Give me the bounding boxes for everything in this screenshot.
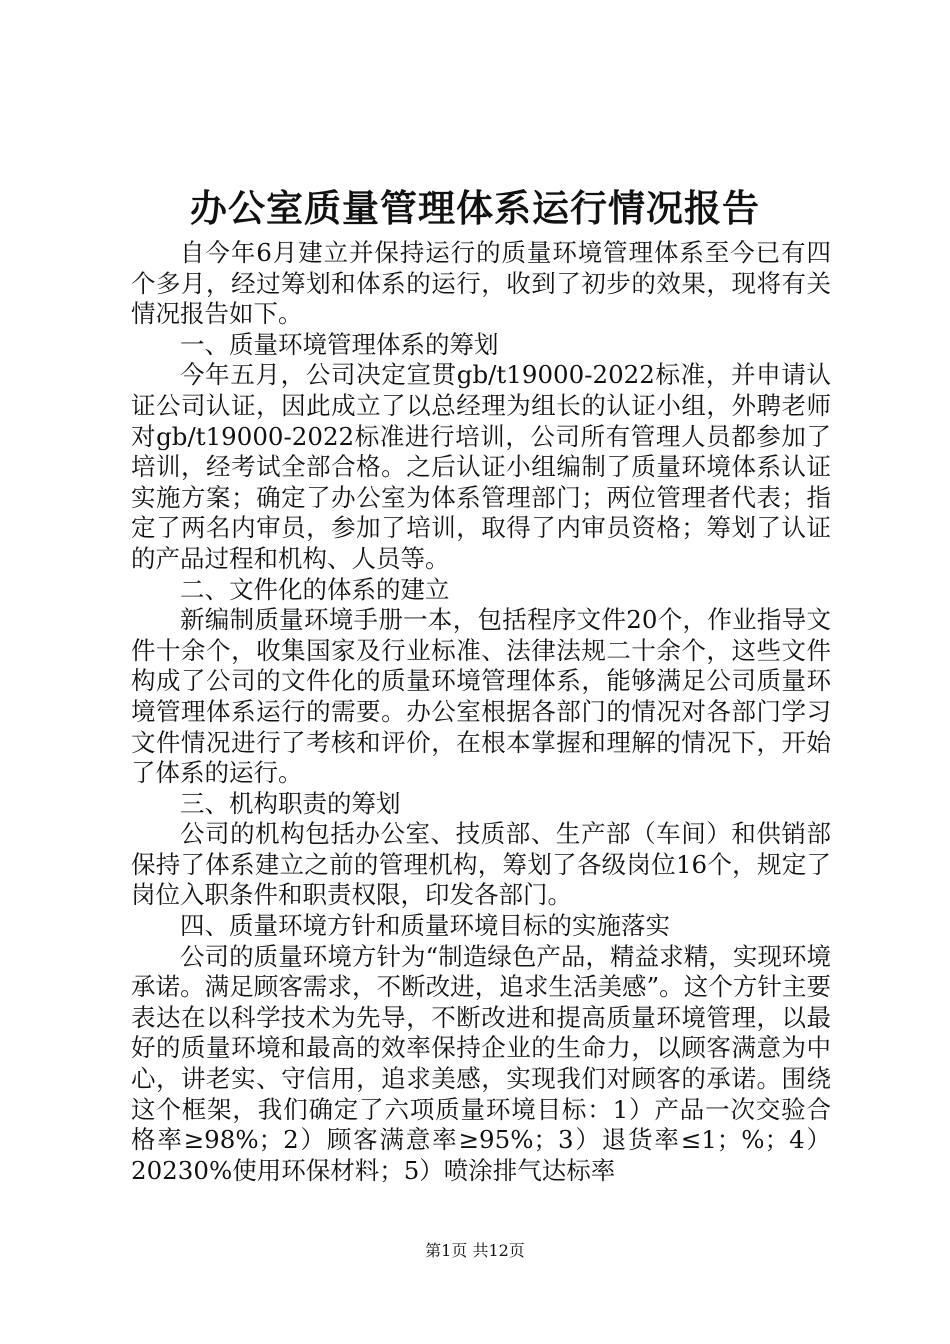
section-heading-3: 三、机构职责的筹划 xyxy=(180,788,401,818)
document-body xyxy=(131,238,831,1186)
section-heading-2: 二、文件化的体系的建立 xyxy=(180,574,450,604)
section-heading-1: 一、质量环境管理体系的筹划 xyxy=(180,329,499,359)
section-heading-4: 四、质量环境方针和质量环境目标的实施落实 xyxy=(180,911,670,941)
paragraph-intro: 自今年6月建立并保持运行的质量环境管理体系至今已有四个多月，经过筹划和体系的运行，收到了初步的效果，现将有关情况报告如下。 xyxy=(131,238,831,329)
document-title: 办公室质量管理体系运行情况报告 xyxy=(190,186,760,230)
paragraph-section-1: 今年五月，公司决定宣贯gb/t19000-2022标准，并申请认证公司认证，因此成立了以总经理为组长的认证小组，外聘老师对gb/t19000-2022标准进行培训，公司所有管理人员都参加了培训，经考试全部合格。之后认证小组编制了质量环境体系认证实施方案；确定了办公室为体系管理部门；两位管理者代表；指定了两名内审员，参加了培训，取得了内审员资格；筹划了认证的产品过程和机构、人员等。 xyxy=(131,360,831,573)
page-number-footer: 第1页 共12页 xyxy=(425,1241,525,1260)
paragraph-section-3: 公司的机构包括办公室、技质部、生产部（车间）和供销部保持了体系建立之前的管理机构，筹划了各级岗位16个，规定了岗位入职条件和职责权限，印发各部门。 xyxy=(131,819,831,910)
paragraph-section-2: 新编制质量环境手册一本，包括程序文件20个，作业指导文件十余个，收集国家及行业标准、法律法规二十余个，这些文件构成了公司的文件化的质量环境管理体系，能够满足公司质量环境管理体系运行的需要。办公室根据各部门的情况对各部门学习文件情况进行了考核和评价，在根本掌握和理解的情况下，开始了体系的运行。 xyxy=(131,605,831,788)
paragraph-section-4: 公司的质量环境方针为“制造绿色产品，精益求精，实现环境承诺。满足顾客需求，不断改进，追求生活美感”。这个方针主要表达在以科学技术为先导，不断改进和提高质量环境管理，以最好的质量环境和最高的效率保持企业的生命力，以顾客满意为中心，讲老实、守信用，追求美感，实现我们对顾客的承诺。围绕这个框架，我们确定了六项质量环境目标：1）产品一次交验合格率≥98%；2）顾客满意率≥95%；3）退货率≤1；%；4）20230%使用环保材料；5）喷涂排气达标率 xyxy=(131,941,831,1185)
